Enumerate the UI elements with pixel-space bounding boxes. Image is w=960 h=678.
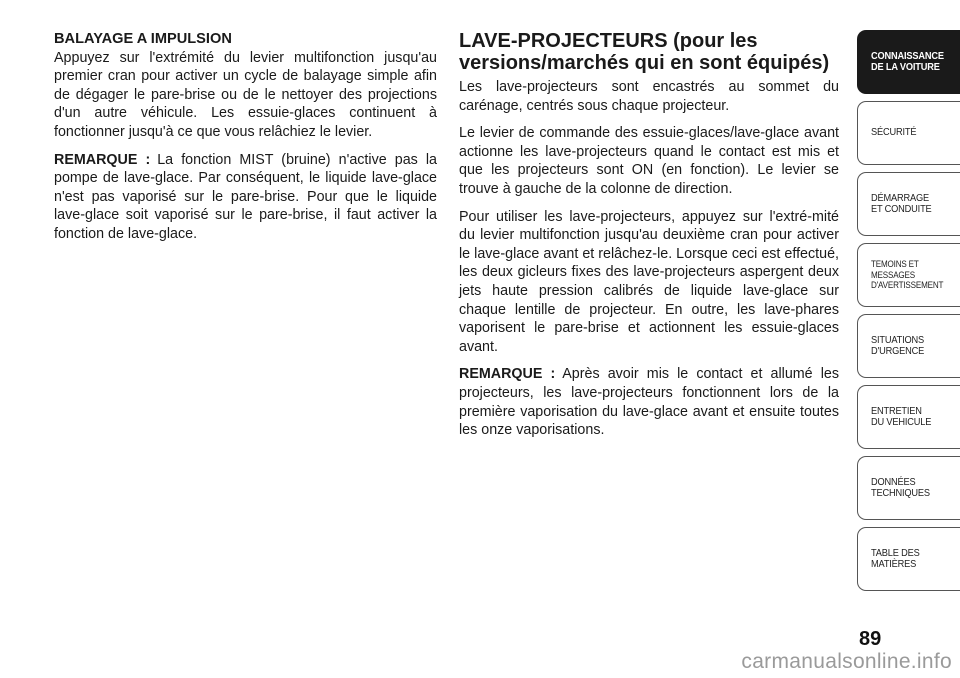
tab-table-matieres[interactable] xyxy=(857,527,960,591)
note-text: La fonction MIST (bruine) n'active pas la pompe de lave-glace. Par conséquent, le liquide lave-glace n'est pas vaporisé sur le pare-brise. Pour que le liquide lave-glace soit vaporisé sur le pare-brise, il faut activer la fonction de lave-glace. xyxy=(54,151,437,242)
chapter-tabs xyxy=(857,30,960,598)
tab-temoins-messages[interactable] xyxy=(857,243,960,307)
tab-label: ENTRETIEN DU VEHICULE xyxy=(871,404,932,428)
right-column xyxy=(459,30,839,449)
tab-demarrage-conduite[interactable] xyxy=(857,172,960,236)
note-label: REMARQUE : xyxy=(54,151,151,168)
tab-label: TABLE DES MATIÈRES xyxy=(871,546,920,570)
paragraph: Les lave-projecteurs sont encastrés au sommet du carénage, centrés sous chaque projecteur. xyxy=(459,79,839,114)
tab-connaissance-voiture[interactable] xyxy=(857,30,960,94)
tab-label: TEMOINS ET MESSAGES D'AVERTISSEMENT xyxy=(871,259,944,291)
tab-situations-urgence[interactable] xyxy=(857,314,960,378)
tab-label: SÉCURITÉ xyxy=(871,126,917,139)
note-label: REMARQUE : xyxy=(459,366,556,383)
section-heading-lave-projecteurs: LAVE-PROJECTEURS (pour les versions/marchés qui en sont équipés) xyxy=(459,30,830,74)
watermark: carmanualsonline.info xyxy=(741,650,952,673)
tab-label: CONNAISSANCE DE LA VOITURE xyxy=(871,49,944,73)
paragraph: Appuyez sur l'extrémité du levier multifonction jusqu'au premier cran pour activer un cycle de balayage simple afin de dégager le pare-brise ou de le nettoyer des projections d'un autre véhicule. Les essuie-glaces continuent à fonctionner jusqu'à ce que vous relâchiez le levier. xyxy=(54,49,437,140)
tab-donnees-techniques[interactable] xyxy=(857,456,960,520)
note-paragraph xyxy=(459,365,839,439)
note-paragraph xyxy=(54,151,437,244)
tab-label: SITUATIONS D'URGENCE xyxy=(871,333,925,357)
tab-label: DÉMARRAGE ET CONDUITE xyxy=(871,191,932,215)
note-text: Après avoir mis le contact et allumé les projecteurs, les lave-projecteurs fonctionnent lors de la première vaporisation du lave-glace avant et ensuite toutes les onze vaporisations. xyxy=(459,366,839,439)
left-column xyxy=(54,30,437,253)
page-number: 89 xyxy=(859,628,882,650)
tab-label: DONNÉES TECHNIQUES xyxy=(871,475,930,499)
tab-entretien-vehicule[interactable] xyxy=(857,385,960,449)
tab-securite[interactable] xyxy=(857,101,960,165)
section-heading-balayage: BALAYAGE A IMPULSION xyxy=(54,31,232,47)
paragraph: Le levier de commande des essuie-glaces/lave-glace avant actionne les lave-projecteurs quand le contact est mis et que les projecteurs sont ON (en fonction). Le levier se trouve à gauche de la colonne de direction. xyxy=(459,125,839,197)
paragraph: Pour utiliser les lave-projecteurs, appuyez sur l'extré-mité du levier multifonction jusqu'au deuxième cran pour activer le lave-glace avant et relâchez-le. Lorsque ceci est effectué, les deux gicleurs fixes des lave-projecteurs aspergent deux jets haute pression calibrés de liquide lave-glace sur chaque lentille de projecteur. En outre, les lave-phares vaporisent le pare-brise et actionnent les essuie-glaces avant. xyxy=(459,208,839,355)
